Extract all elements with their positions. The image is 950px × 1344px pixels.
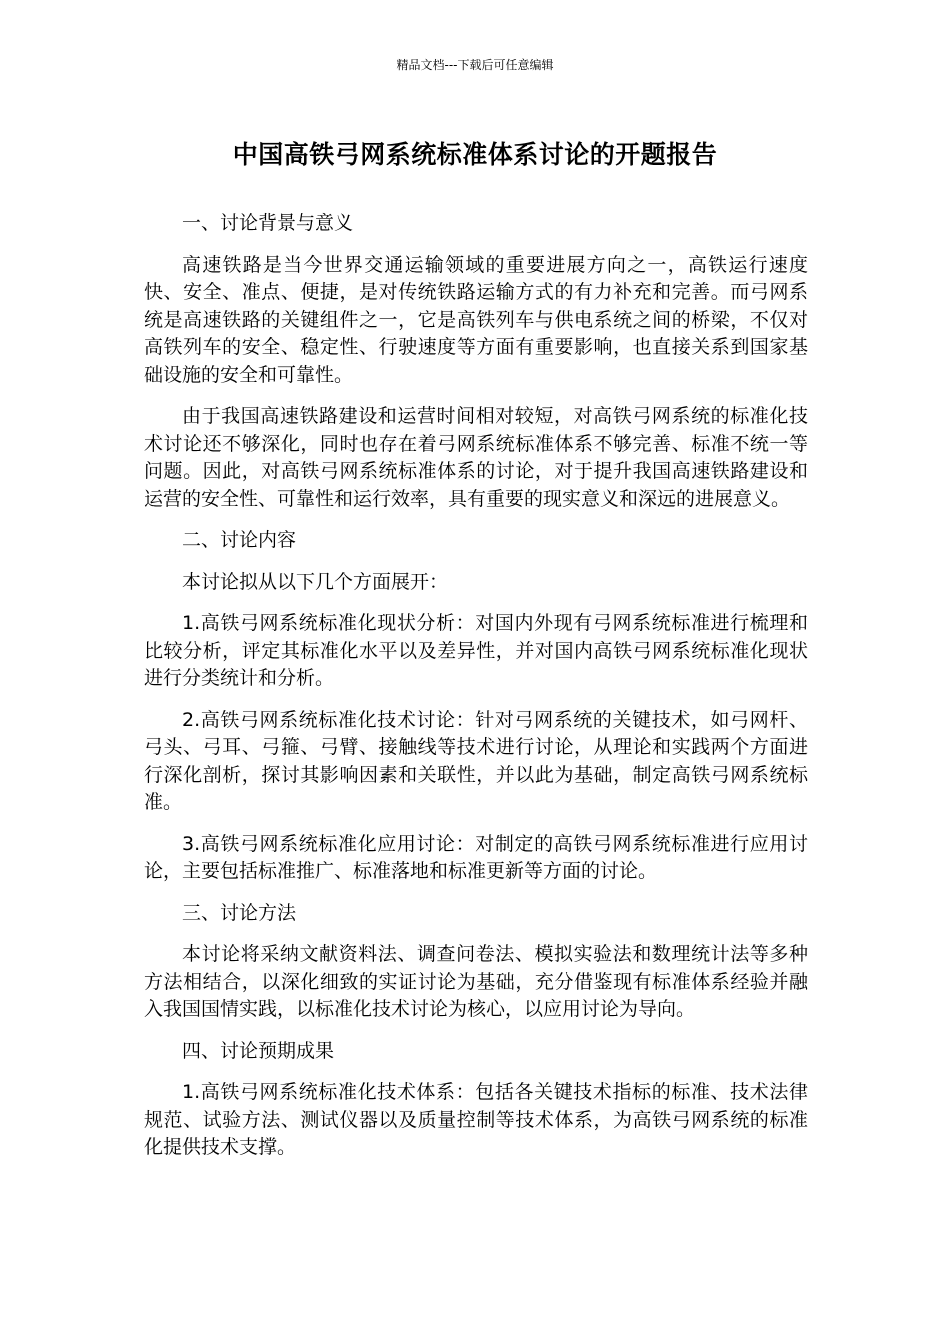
paragraph: 本讨论将采纳文献资料法、调查问卷法、模拟实验法和数理统计法等多种方法相结合，以深化细致的实证讨论为基础，充分借鉴现有标准体系经验并融入我国国情实践，以标准化技术讨论为核心，以应用讨论为导向。 (144, 943, 808, 1020)
section-heading: 三、讨论方法 (182, 901, 297, 924)
page-header: 精品文档---下载后可任意编辑 (396, 58, 554, 72)
paragraph: 3.高铁弓网系统标准化应用讨论：对制定的高铁弓网系统标准进行应用讨论，主要包括标准推广、标准落地和标准更新等方面的讨论。 (144, 832, 808, 882)
paragraph: 本讨论拟从以下几个方面展开： (182, 570, 449, 593)
paragraph: 1.高铁弓网系统标准化现状分析：对国内外现有弓网系统标准进行梳理和比较分析，评定其标准化水平以及差异性，并对国内高铁弓网系统标准化现状进行分类统计和分析。 (144, 612, 808, 689)
paragraph: 由于我国高速铁路建设和运营时间相对较短，对高铁弓网系统的标准化技术讨论还不够深化，同时也存在着弓网系统标准体系不够完善、标准不统一等问题。因此，对高铁弓网系统标准体系的讨论，对于提升我国高速铁路建设和运营的安全性、可靠性和运行效率，具有重要的现实意义和深远的进展意义。 (144, 405, 808, 510)
paragraph: 1.高铁弓网系统标准化技术体系：包括各关键技术指标的标准、技术法律规范、试验方法、测试仪器以及质量控制等技术体系，为高铁弓网系统的标准化提供技术支撑。 (144, 1081, 808, 1158)
section-heading: 一、讨论背景与意义 (182, 212, 354, 234)
paragraph: 高速铁路是当今世界交通运输领域的重要进展方向之一，高铁运行速度快、安全、准点、便捷，是对传统铁路运输方式的有力补充和完善。而弓网系统是高速铁路的关键组件之一，它是高铁列车与供电系统之间的桥梁，不仅对高铁列车的安全、稳定性、行驶速度等方面有重要影响，也直接关系到国家基础设施的安全和可靠性。 (144, 253, 808, 386)
section-heading: 四、讨论预期成果 (182, 1039, 335, 1062)
section-heading: 二、讨论内容 (182, 529, 297, 551)
paragraph: 2.高铁弓网系统标准化技术讨论：针对弓网系统的关键技术，如弓网杆、弓头、弓耳、弓箍、弓臂、接触线等技术进行讨论，从理论和实践两个方面进行深化剖析，探讨其影响因素和关联性，并以此为基础，制定高铁弓网系统标准。 (144, 708, 808, 813)
document-body (144, 210, 808, 1176)
document-title: 中国高铁弓网系统标准体系讨论的开题报告 (232, 140, 718, 169)
